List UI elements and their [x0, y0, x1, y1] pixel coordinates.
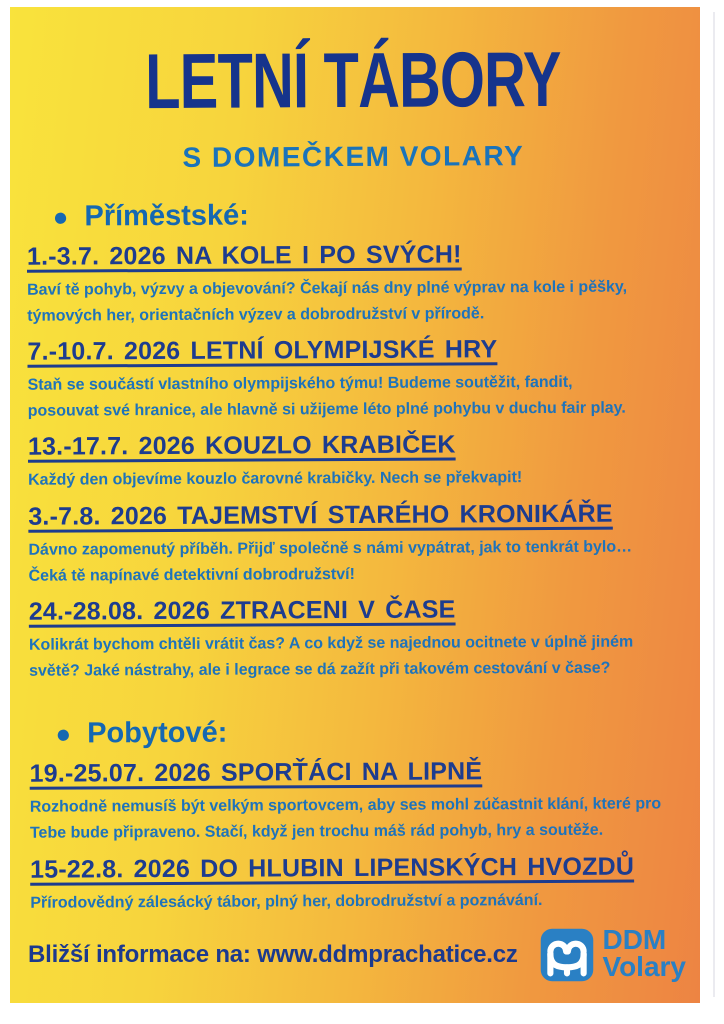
camp-description: Každý den objevíme kouzlo čarovné krabičky. Nech se překvapit! — [28, 469, 523, 490]
camp-heading: 3.-7.8. 2026 TAJEMSTVÍ STARÉHO KRONIKÁŘE — [28, 499, 613, 531]
camp-entry — [29, 595, 683, 685]
camp-heading: 1.-3.7. 2026 NA KOLE I PO SVÝCH! — [26, 240, 462, 271]
ddm-volary-logo — [539, 924, 686, 983]
section-header-primestske — [53, 197, 681, 233]
bullet-icon: ● — [52, 201, 69, 232]
camp-entry — [28, 430, 682, 494]
camp-description: Staň se součástí vlastního olympijského týmu! Budeme soutěžit, fandit, posouvat své hranice, ale hlavně si užijeme léto plné pohybu v duchu fair play. — [27, 374, 626, 420]
camp-heading: 15-22.8. 2026 DO HLUBIN LIPENSKÝCH HVOZDŮ — [30, 852, 635, 884]
camp-heading: 19.-25.07. 2026 SPORŤÁCI NA LIPNĚ — [29, 757, 483, 789]
logo-line-2: Volary — [602, 950, 686, 982]
bullet-icon: ● — [55, 718, 72, 750]
section-label: Příměstské: — [84, 199, 249, 233]
section-header-pobytove — [55, 715, 683, 751]
camp-entry — [30, 852, 684, 916]
camp-description: Baví tě pohyb, výzvy a objevování? Čekají nás dny plné výprav na kole i pěšky, týmových her, orientačních výzev a dobrodružství v přírodě. — [27, 278, 628, 325]
section-label: Pobytové: — [87, 717, 228, 750]
poster-subtitle: S DOMEČKEM VOLARY — [182, 140, 525, 173]
camp-heading: 13.-17.7. 2026 KOUZLO KRABIČEK — [27, 430, 456, 462]
camp-description: Kolikrát bychom chtěli vrátit čas? A co když se najednou ocitnete v úplně jiném světě? Jaké nástrahy, ale i legrace se dá zažít při takovém cestování v čase? — [28, 633, 634, 680]
logo-text — [602, 924, 686, 982]
camp-description: Dávno zapomenutý příběh. Přijď společně s námi vypátrat, jak to tenkrát bylo… Čeká tě napínavé detektivní dobrodružství! — [28, 538, 633, 585]
footer-info-text: Bližší informace na: www.ddmprachatice.cz — [28, 941, 518, 968]
camp-entry — [27, 335, 681, 425]
logo-line-1: DDM — [602, 924, 667, 955]
scan-edge-artifact — [713, 12, 715, 997]
poster-title: LETNÍ TÁBORY — [145, 34, 561, 126]
poster-content — [10, 7, 700, 916]
camp-heading: 24.-28.08. 2026 ZTRACENI V ČASE — [28, 595, 456, 626]
camp-description: Přírodovědný zálesácký tábor, plný her, dobrodružství a poznávání. — [30, 891, 543, 912]
camp-description: Rozhodně nemusíš být velkým sportovcem, aby ses mohl zúčastnit klání, které pro Tebe bude připraveno. Stačí, když jen trochu máš rád pohyb, hry a soutěže. — [29, 795, 662, 842]
camp-entry — [28, 499, 682, 589]
camp-entry — [27, 239, 681, 329]
ddm-logo-icon — [539, 927, 595, 983]
poster-footer — [28, 924, 686, 983]
poster-background — [10, 7, 700, 1003]
camp-entry — [30, 757, 684, 847]
camp-heading: 7.-10.7. 2026 LETNÍ OLYMPIJSKÉ HRY — [27, 335, 498, 366]
